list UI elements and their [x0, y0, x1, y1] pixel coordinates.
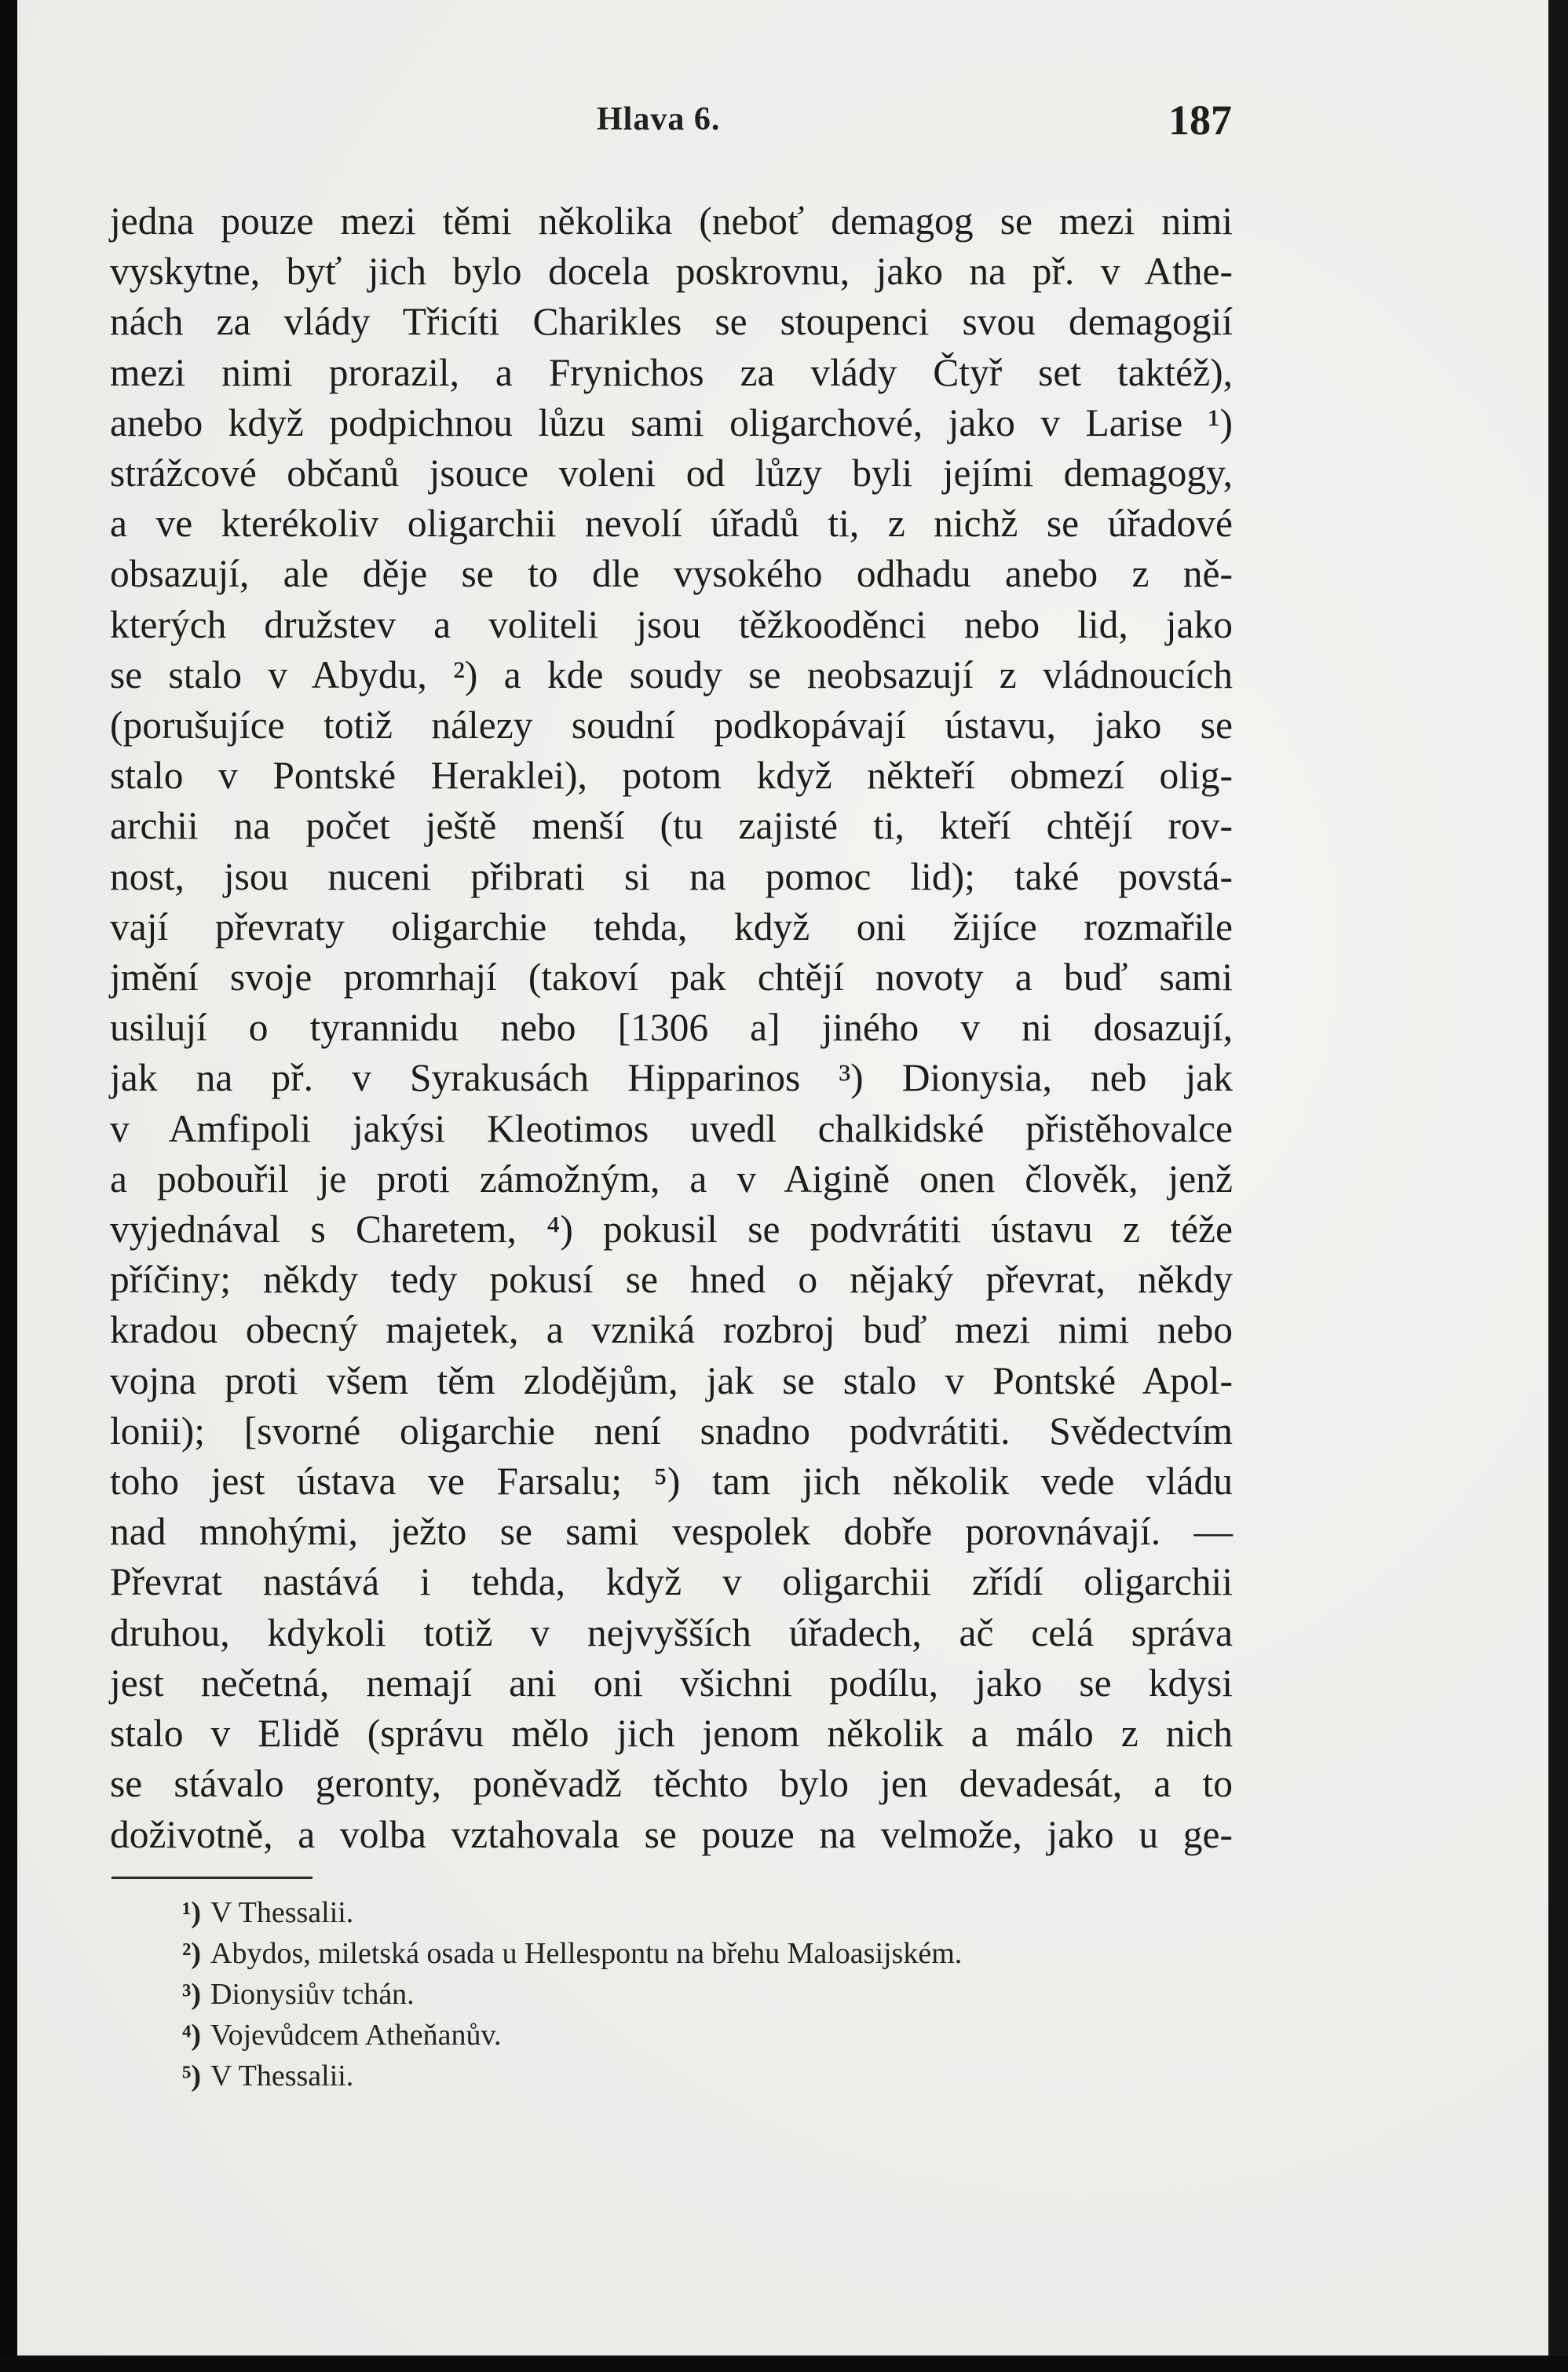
footnote-text: Dionysiův tchán.	[210, 1978, 415, 2011]
text-line: (porušujíce totiž nálezy soudní podkopávají ústavu, jako se	[110, 704, 1233, 747]
footnote-rule	[111, 1877, 313, 1879]
text-line: lonii); [svorné oligarchie není snadno podvrátiti. Svědectvím	[110, 1409, 1233, 1453]
scan-edge-left	[0, 0, 17, 2372]
running-head: Hlava 6.	[597, 101, 721, 137]
text-line: Převrat nastává i tehda, když v oligarchii zřídí oligarchii	[110, 1560, 1233, 1604]
footnote-marker: ⁴)	[182, 2019, 202, 2052]
footnote-marker: ³)	[182, 1978, 202, 2011]
text-line-bekker-ref: usilují o tyrannidu nebo [1306 a] jiného v ni dosazují,	[110, 1006, 1233, 1050]
text-line: toho jest ústava ve Farsalu; ⁵) tam jich několik vede vládu	[110, 1460, 1233, 1504]
footnote-text: V Thessalii.	[210, 2060, 354, 2092]
text-line: strážcové občanů jsouce voleni od lůzy byli jejími demagogy,	[110, 451, 1233, 495]
text-line: obsazují, ale děje se to dle vysokého odhadu anebo z ně-	[110, 552, 1233, 596]
footnote-3	[182, 1974, 1234, 2015]
footnote-marker: ⁵)	[182, 2060, 202, 2092]
text-line: vyjednával s Charetem, ⁴) pokusil se podvrátiti ústavu z téže	[110, 1208, 1233, 1252]
text-line: jest nečetná, nemají ani oni všichni podílu, jako se kdysi	[110, 1661, 1233, 1705]
text-line: vají převraty oligarchie tehda, když oni žijíce rozmařile	[110, 905, 1233, 948]
text-line: kradou obecný majetek, a vzniká rozbroj buď mezi nimi nebo	[110, 1308, 1233, 1352]
footnotes	[182, 1892, 1234, 2096]
footnote-marker: ²)	[182, 1937, 202, 1970]
scan-edge-bottom	[0, 2356, 1568, 2372]
text-line: vojna proti všem těm zlodějům, jak se stalo v Pontské Apol-	[110, 1358, 1233, 1402]
footnote-4	[182, 2015, 1234, 2056]
text-line: jmění svoje promrhají (takoví pak chtějí novoty a buď sami	[110, 956, 1233, 1000]
text-line: jak na př. v Syrakusách Hipparinos ³) Dionysia, neb jak	[110, 1056, 1233, 1100]
text-line: příčiny; někdy tedy pokusí se hned o nějaký převrat, někdy	[110, 1258, 1233, 1302]
text-line: vyskytne, byť jich bylo docela poskrovnu, jako na př. v Athe-	[110, 250, 1233, 294]
text-line: nách za vlády Třicíti Charikles se stoupenci svou demagogií	[110, 300, 1233, 344]
text-line: se stalo v Abydu, ²) a kde soudy se neobsazují z vládnoucích	[110, 652, 1233, 696]
text-line: se stávalo geronty, poněvadž těchto bylo jen devadesát, a to	[110, 1762, 1233, 1806]
footnote-5	[182, 2056, 1234, 2096]
text-line: jedna pouze mezi těmi několika (neboť demagog se mezi nimi	[110, 199, 1233, 243]
page-number: 187	[1168, 97, 1232, 144]
text-line: mezi nimi prorazil, a Frynichos za vlády Čtyř set taktéž),	[110, 350, 1233, 394]
text-line: doživotně, a volba vztahovala se pouze na velmože, jako u ge-	[110, 1812, 1233, 1856]
text-line: archii na počet ještě menší (tu zajisté ti, kteří chtějí rov-	[110, 804, 1233, 848]
footnote-text: V Thessalii.	[210, 1896, 354, 1929]
footnote-2	[182, 1933, 1234, 1974]
text-line: nad mnohými, ježto se sami vespolek dobře porovnávají. —	[110, 1510, 1233, 1554]
footnote-text: Abydos, miletská osada u Hellespontu na břehu Maloasijském.	[210, 1937, 963, 1970]
footnote-1	[182, 1892, 1234, 1933]
text-line: kterých družstev a voliteli jsou těžkooděnci nebo lid, jako	[110, 602, 1233, 646]
footnote-text: Vojevůdcem Atheňanův.	[210, 2019, 502, 2052]
text-line: a ve kterékoliv oligarchii nevolí úřadů ti, z nichž se úřadové	[110, 502, 1233, 546]
footnote-marker: ¹)	[182, 1896, 202, 1929]
text-line: a pobouřil je proti zámožným, a v Aigině onen člověk, jenž	[110, 1157, 1233, 1201]
text-line: druhou, kdykoli totiž v nejvyšších úřadech, ač celá správa	[110, 1610, 1233, 1654]
text-line: stalo v Elidě (správu mělo jich jenom několik a málo z nich	[110, 1712, 1233, 1756]
text-line: nost, jsou nuceni přibrati si na pomoc lid); také povstá-	[110, 854, 1233, 898]
text-line: anebo když podpichnou lůzu sami oligarchové, jako v Larise ¹)	[110, 400, 1233, 444]
text-line: v Amfipoli jakýsi Kleotimos uvedl chalkidské přistěhovalce	[110, 1106, 1233, 1150]
body-text	[110, 196, 1233, 1860]
text-line: stalo v Pontské Heraklei), potom když někteří obmezí olig-	[110, 754, 1233, 798]
